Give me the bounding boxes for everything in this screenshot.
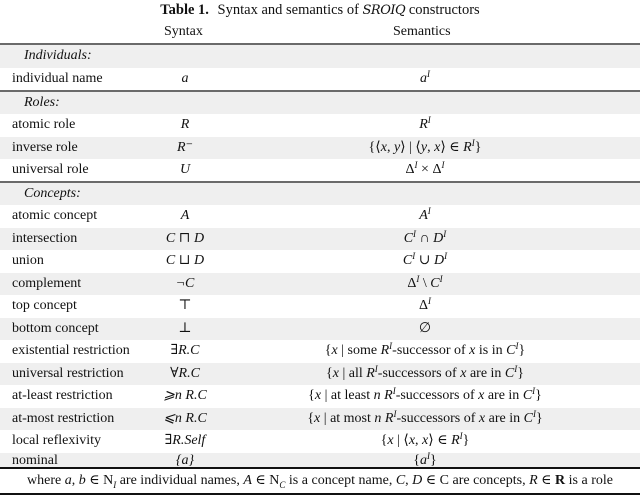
table-row	[0, 228, 640, 251]
table-footnote: where a, b ∈ $N_I$ are individual names, A ∈ $N_C$ is a concept name, C, D ∈ C are concepts, R ∈ R is a role	[27, 473, 613, 490]
syntax-cell: C ⊔ D	[165, 253, 205, 268]
constructor-name: existential restriction	[12, 343, 130, 358]
syntax-cell: ∀R.C	[170, 365, 200, 381]
constructor-name: complement	[12, 275, 82, 291]
logic-name: SROIQ	[362, 3, 406, 18]
table-row	[0, 273, 640, 296]
constructor-name: bottom concept	[12, 320, 99, 336]
table-row	[0, 385, 640, 408]
table-row	[0, 114, 640, 137]
table-caption	[0, 1, 640, 20]
table-row	[0, 318, 640, 341]
caption-text: Syntax and semantics of	[217, 2, 359, 18]
syntax-cell: U	[179, 162, 191, 177]
constructor-name: individual name	[12, 70, 103, 86]
table-row	[0, 159, 640, 182]
syntax-cell: a	[181, 70, 189, 86]
column-header-syntax: Syntax	[164, 24, 203, 39]
syntax-cell: ⩽n R.C	[163, 410, 207, 426]
constructor-name: at-most restriction	[12, 410, 115, 426]
semantics-cell: $C^I$ ∪ $D^I$	[402, 251, 448, 268]
semantics-cell: $C^I$ ∩ $D^I$	[403, 228, 447, 246]
semantics-cell: $A^I$	[419, 206, 431, 223]
constructor-name: atomic concept	[12, 208, 98, 223]
column-header-semantics: Semantics	[393, 24, 451, 39]
semantics-cell: {x | some $R^I$-successor of x is in $C^I$}	[324, 341, 526, 358]
semantics-cell: {x | at least n $R^I$-successors of x are in $C^I$}	[308, 386, 542, 403]
section-header-roles	[0, 92, 640, 115]
caption-label: Table 1.	[160, 2, 209, 18]
section-label: Concepts:	[24, 185, 81, 201]
semantics-cell: {x | ⟨x, x⟩ ∈ $R^I$}	[380, 431, 470, 448]
constructor-name: at-least restriction	[12, 388, 113, 403]
caption-text-end: constructors	[408, 2, 480, 18]
semantics-cell: $\Delta^I$	[418, 296, 431, 313]
table-row	[0, 363, 640, 386]
syntax-cell: C ⊓ D	[165, 230, 205, 246]
semantics-cell: {x | all $R^I$-successors of x are in $C^I$}	[325, 363, 524, 381]
semantics-cell: $R^I$	[419, 115, 431, 132]
semantics-cell: {x | at most n $R^I$-successors of x are in $C^I$}	[307, 408, 543, 426]
constructor-name: universal role	[12, 162, 89, 177]
table-row	[0, 205, 640, 228]
constructor-name: local reflexivity	[12, 433, 102, 448]
syntax-cell: ∃R.Self	[164, 433, 206, 448]
constructor-name: top concept	[12, 298, 77, 313]
semantics-cell: $\{a^I\}$	[413, 450, 437, 468]
syntax-cell: ¬C	[175, 275, 195, 291]
syntax-cell: ⩾n R.C	[163, 388, 207, 403]
footer-bottom-rule	[0, 493, 640, 495]
constructor-name: nominal	[12, 452, 58, 468]
constructor-name: union	[12, 253, 44, 268]
table-row	[0, 408, 640, 431]
syntax-cell: ⊤	[178, 298, 192, 313]
section-header-individuals	[0, 45, 640, 68]
semantics-cell: $\Delta^I$ \ $C^I$	[407, 273, 443, 291]
semantics-cell: $a^I$	[420, 68, 430, 86]
syntax-cell: R	[180, 117, 190, 132]
syntax-cell: R⁻	[177, 139, 193, 155]
table-row	[0, 250, 640, 273]
semantics-cell: ∅	[418, 320, 432, 336]
table-row	[0, 137, 640, 160]
semantics-cell: $\Delta^I \times \Delta^I$	[405, 160, 445, 177]
section-label: Roles:	[24, 94, 60, 110]
constructor-name: intersection	[12, 230, 78, 246]
section-label: Individuals:	[24, 48, 92, 63]
syntax-cell: A	[180, 208, 190, 223]
syntax-cell: ⊥	[178, 320, 192, 336]
table-row	[0, 295, 640, 318]
constructor-name: inverse role	[12, 139, 78, 155]
syntax-cell: ∃R.C	[170, 343, 200, 358]
semantics-cell: {⟨x, y⟩ | ⟨y, x⟩ ∈ $R^I$}	[368, 137, 482, 155]
table-row	[0, 450, 640, 468]
table-row	[0, 340, 640, 363]
syntax-cell: {a}	[175, 452, 195, 468]
footer-top-rule	[0, 467, 640, 469]
section-header-concepts	[0, 183, 640, 206]
constructor-name: universal restriction	[12, 365, 124, 381]
table-row	[0, 430, 640, 453]
constructor-name: atomic role	[12, 117, 76, 132]
table-row	[0, 68, 640, 91]
table-header	[0, 22, 640, 43]
